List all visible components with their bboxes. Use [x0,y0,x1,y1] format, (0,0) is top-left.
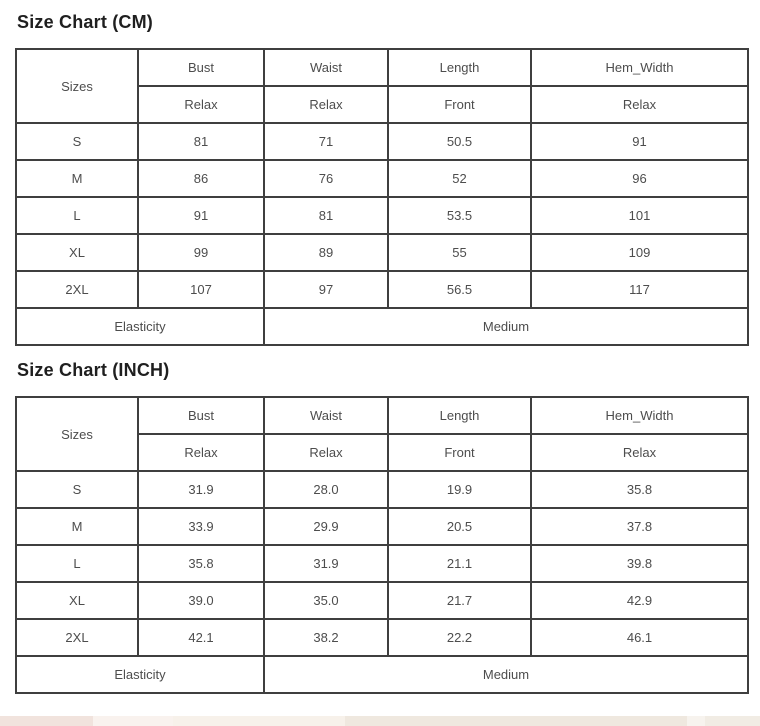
value-cell: 20.5 [388,508,531,545]
value-cell: 50.5 [388,123,531,160]
value-cell: 91 [138,197,264,234]
thumbnail-edge [687,716,705,726]
size-cell: 2XL [16,271,138,308]
product-image-strip [0,716,760,726]
header-waist-sub-cell: Relax [264,86,388,123]
table-footer-row [16,656,748,693]
value-cell: 89 [264,234,388,271]
header-length-sub-cell: Front [388,86,531,123]
value-cell: 35.8 [138,545,264,582]
size-chart-cm-table [15,48,749,346]
value-cell: 39.0 [138,582,264,619]
value-cell: 31.9 [264,545,388,582]
value-cell: 76 [264,160,388,197]
value-cell: 46.1 [531,619,748,656]
size-cell: S [16,471,138,508]
size-cell: M [16,160,138,197]
thumbnail-edge [93,716,173,726]
value-cell: 109 [531,234,748,271]
header-sizes-cell: Sizes [16,397,138,471]
value-cell: 42.9 [531,582,748,619]
header-length-cell: Length [388,49,531,86]
value-cell: 91 [531,123,748,160]
value-cell: 37.8 [531,508,748,545]
size-cell: L [16,197,138,234]
value-cell: 81 [264,197,388,234]
table-row-l [16,197,748,234]
header-hem-width-cell: Hem_Width [531,49,748,86]
value-cell: 52 [388,160,531,197]
value-cell: 53.5 [388,197,531,234]
value-cell: 81 [138,123,264,160]
header-hem-width-cell: Hem_Width [531,397,748,434]
value-cell: 28.0 [264,471,388,508]
header-bust-cell: Bust [138,49,264,86]
value-cell: 33.9 [138,508,264,545]
size-cell: L [16,545,138,582]
value-cell: 55 [388,234,531,271]
thumbnail-edge [0,716,93,726]
value-cell: 22.2 [388,619,531,656]
value-cell: 42.1 [138,619,264,656]
value-cell: 117 [531,271,748,308]
size-chart-inch-section [15,360,747,694]
value-cell: 56.5 [388,271,531,308]
value-cell: 19.9 [388,471,531,508]
elasticity-label-cell: Elasticity [16,656,264,693]
value-cell: 101 [531,197,748,234]
table-row-xl [16,234,748,271]
table-footer-row [16,308,748,345]
value-cell: 21.1 [388,545,531,582]
header-hem-width-sub-cell: Relax [531,86,748,123]
elasticity-value-cell: Medium [264,308,748,345]
value-cell: 21.7 [388,582,531,619]
table-row-l [16,545,748,582]
header-bust-sub-cell: Relax [138,434,264,471]
thumbnail-edge [345,716,687,726]
value-cell: 31.9 [138,471,264,508]
value-cell: 35.0 [264,582,388,619]
value-cell: 39.8 [531,545,748,582]
table-row-s [16,471,748,508]
table-row-2xl [16,271,748,308]
size-cell: 2XL [16,619,138,656]
size-chart-cm-title: Size Chart (CM) [17,12,154,32]
value-cell: 38.2 [264,619,388,656]
table-row-m [16,508,748,545]
size-cell: M [16,508,138,545]
size-chart-inch-title: Size Chart (INCH) [17,360,170,380]
size-cell: XL [16,582,138,619]
header-waist-cell: Waist [264,49,388,86]
value-cell: 71 [264,123,388,160]
value-cell: 97 [264,271,388,308]
thumbnail-edge [705,716,760,726]
elasticity-value-cell: Medium [264,656,748,693]
header-length-cell: Length [388,397,531,434]
header-row-top [16,397,748,434]
value-cell: 35.8 [531,471,748,508]
size-cell: S [16,123,138,160]
value-cell: 96 [531,160,748,197]
header-waist-sub-cell: Relax [264,434,388,471]
value-cell: 86 [138,160,264,197]
header-length-sub-cell: Front [388,434,531,471]
header-bust-sub-cell: Relax [138,86,264,123]
size-cell: XL [16,234,138,271]
table-row-m [16,160,748,197]
value-cell: 99 [138,234,264,271]
header-waist-cell: Waist [264,397,388,434]
value-cell: 29.9 [264,508,388,545]
header-bust-cell: Bust [138,397,264,434]
header-sizes-cell: Sizes [16,49,138,123]
table-row-xl [16,582,748,619]
size-chart-inch-table [15,396,749,694]
thumbnail-edge [173,716,345,726]
table-row-s [16,123,748,160]
size-chart-cm-section [15,12,747,346]
header-row-top [16,49,748,86]
elasticity-label-cell: Elasticity [16,308,264,345]
table-row-2xl [16,619,748,656]
header-hem-width-sub-cell: Relax [531,434,748,471]
value-cell: 107 [138,271,264,308]
